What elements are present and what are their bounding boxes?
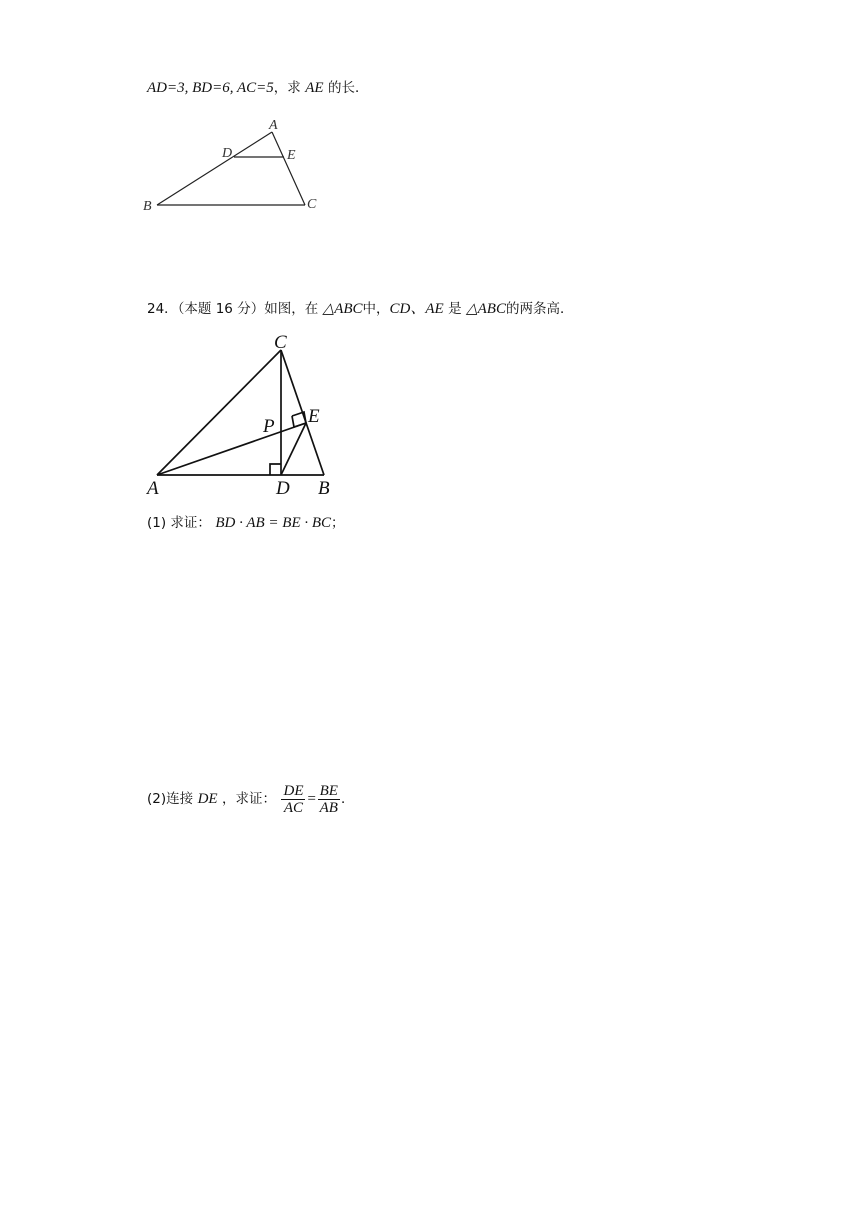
right-angle-mark-e-box <box>292 412 306 423</box>
altitude-ae <box>157 423 306 475</box>
label-c-fig1: C <box>307 197 317 212</box>
triangle-abc-ref: △ABC <box>322 301 363 317</box>
fraction-2-numerator: BE <box>319 782 338 799</box>
segment-ac <box>272 132 305 205</box>
given-tail: 的长． <box>328 80 369 96</box>
segment-ac-fig2 <box>157 350 281 475</box>
part-1 <box>147 514 345 532</box>
question-24-mid: 中， <box>362 301 390 317</box>
question-24-is: 是 <box>448 301 462 317</box>
segment-ab <box>157 132 272 205</box>
label-p-fig2: P <box>263 416 275 437</box>
label-c-fig2: C <box>274 332 287 353</box>
problem-given-line <box>147 79 369 97</box>
triangle-abc-ref-2: △ABC <box>466 301 506 317</box>
part-1-end: ； <box>331 515 345 531</box>
part-2-label: (2)连接 <box>147 791 194 807</box>
label-a-fig2: A <box>147 478 159 499</box>
right-angle-mark-e <box>292 416 306 427</box>
question-24-stem <box>147 300 573 318</box>
label-b-fig2: B <box>318 478 330 499</box>
part-1-label: (1) 求证： <box>147 515 211 531</box>
label-e-fig2: E <box>308 406 320 427</box>
part-2-end: ． <box>340 791 355 807</box>
label-d-fig2: D <box>276 478 290 499</box>
segment-bc-fig2 <box>281 350 324 475</box>
label-e-fig1: E <box>287 148 296 163</box>
label-d-fig1: D <box>222 146 233 161</box>
given-separator: ，求 <box>273 80 301 96</box>
question-24-prefix: 24．（本题 16 分）如图，在 <box>147 301 319 317</box>
fraction-be-ab <box>318 783 340 816</box>
given-values: AD=3, BD=6, AC=5 <box>147 80 274 96</box>
question-24-tail: 的两条高． <box>505 301 574 317</box>
part-2 <box>147 780 354 818</box>
fraction-de-ac <box>281 783 305 816</box>
equals-sign: = <box>306 791 317 807</box>
fraction-1-denominator: AC <box>283 799 304 816</box>
segment-de-fig2 <box>281 423 306 475</box>
heights-ref: CD、AE <box>389 301 444 317</box>
target-segment: AE <box>305 80 324 96</box>
part-2-segment: DE <box>197 791 218 807</box>
part-2-mid: ，求证： <box>222 791 277 807</box>
fraction-2-denominator: AB <box>319 799 338 816</box>
fraction-1-numerator: DE <box>283 782 304 799</box>
part-1-expression: BD · AB = BE · BC <box>215 515 332 531</box>
label-b-fig1: B <box>143 199 152 214</box>
label-a-fig1: A <box>269 118 278 133</box>
right-angle-mark-d <box>270 464 281 475</box>
